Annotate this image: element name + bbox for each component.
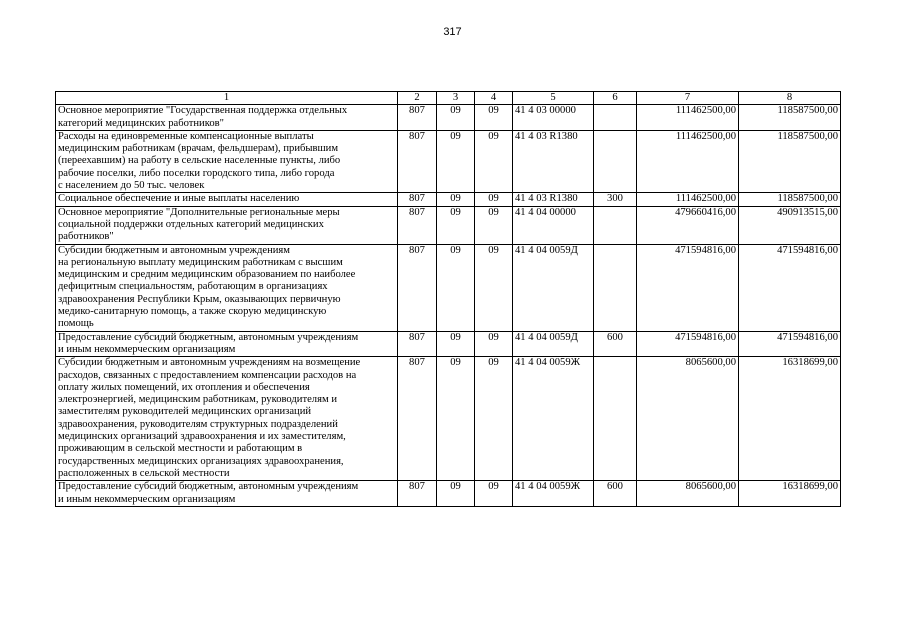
expense-type-code [594,357,637,481]
target-article-code: 41 4 04 0059Д [513,331,594,357]
column-header: 5 [513,92,594,105]
table-row [56,481,841,507]
expense-type-code [594,105,637,131]
section-code: 09 [437,331,475,357]
amount-year-1: 8065600,00 [637,357,739,481]
section-code: 09 [437,244,475,331]
table-row [56,130,841,192]
column-header: 7 [637,92,739,105]
section-code: 09 [437,130,475,192]
subsection-code: 09 [475,105,513,131]
expense-type-code: 300 [594,193,637,206]
ministry-code: 807 [398,130,437,192]
header-row [56,92,841,105]
expense-type-code: 600 [594,481,637,507]
ministry-code: 807 [398,244,437,331]
row-description: Субсидии бюджетным и автономным учреждениям на возмещение расходов, связанных с предоставлением компенсации расходов на оплату жилых помещений, их отопления и обеспечения электроэнергией, медицинским работникам, руководителям и заместителям руководителей медицинских организаций здравоохранения, руководителям структурных подразделений медицинских организаций здравоохранения и их заместителям, проживающим в сельской местности и работающим в государственных медицинских организациях здравоохранения, расположенных в сельской местности [56,357,398,481]
budget-table [55,91,841,507]
amount-year-1: 8065600,00 [637,481,739,507]
expense-type-code: 600 [594,331,637,357]
target-article-code: 41 4 04 0059Д [513,244,594,331]
subsection-code: 09 [475,193,513,206]
row-description: Предоставление субсидий бюджетным, автономным учреждениям и иным некоммерческим организациям [56,481,398,507]
subsection-code: 09 [475,244,513,331]
section-code: 09 [437,357,475,481]
amount-year-1: 111462500,00 [637,130,739,192]
column-header: 6 [594,92,637,105]
expense-type-code [594,244,637,331]
expense-type-code [594,206,637,244]
ministry-code: 807 [398,481,437,507]
table-row [56,105,841,131]
subsection-code: 09 [475,481,513,507]
amount-year-2: 16318699,00 [739,357,841,481]
section-code: 09 [437,193,475,206]
row-description: Социальное обеспечение и иные выплаты населению [56,193,398,206]
table-row [56,331,841,357]
section-code: 09 [437,481,475,507]
column-header: 2 [398,92,437,105]
target-article-code: 41 4 03 R1380 [513,130,594,192]
amount-year-1: 471594816,00 [637,244,739,331]
amount-year-1: 111462500,00 [637,105,739,131]
column-header: 4 [475,92,513,105]
ministry-code: 807 [398,331,437,357]
target-article-code: 41 4 04 0059Ж [513,357,594,481]
row-description: Основное мероприятие "Дополнительные региональные меры социальной поддержки отдельных категорий медицинских работников" [56,206,398,244]
row-description: Основное мероприятие "Государственная поддержка отдельных категорий медицинских работников" [56,105,398,131]
column-header: 1 [56,92,398,105]
section-code: 09 [437,105,475,131]
page-number: 317 [443,26,462,38]
section-code: 09 [437,206,475,244]
row-description: Расходы на единовременные компенсационные выплаты медицинским работникам (врачам, фельдшерам), прибывшим (переехавшим) на работу в сельские населенные пункты, либо рабочие поселки, либо поселки городского типа, либо города с населением до 50 тыс. человек [56,130,398,192]
subsection-code: 09 [475,357,513,481]
ministry-code: 807 [398,105,437,131]
expense-type-code [594,130,637,192]
amount-year-2: 471594816,00 [739,331,841,357]
target-article-code: 41 4 03 00000 [513,105,594,131]
table-row [56,244,841,331]
amount-year-2: 16318699,00 [739,481,841,507]
amount-year-1: 479660416,00 [637,206,739,244]
amount-year-2: 118587500,00 [739,105,841,131]
amount-year-1: 471594816,00 [637,331,739,357]
amount-year-2: 471594816,00 [739,244,841,331]
subsection-code: 09 [475,206,513,244]
ministry-code: 807 [398,206,437,244]
ministry-code: 807 [398,357,437,481]
subsection-code: 09 [475,130,513,192]
table-row [56,206,841,244]
target-article-code: 41 4 03 R1380 [513,193,594,206]
amount-year-2: 490913515,00 [739,206,841,244]
ministry-code: 807 [398,193,437,206]
column-header: 8 [739,92,841,105]
table-row [56,193,841,206]
amount-year-2: 118587500,00 [739,130,841,192]
amount-year-2: 118587500,00 [739,193,841,206]
row-description: Предоставление субсидий бюджетным, автономным учреждениям и иным некоммерческим организациям [56,331,398,357]
target-article-code: 41 4 04 00000 [513,206,594,244]
row-description: Субсидии бюджетным и автономным учреждениям на региональную выплату медицинским работникам с высшим медицинским и средним медицинским образованием по наиболее дефицитным специальностям, работающим в организациях здравоохранения Республики Крым, оказывающих первичную медико-санитарную помощь, а также скорую медицинскую помощь [56,244,398,331]
table-row [56,357,841,481]
amount-year-1: 111462500,00 [637,193,739,206]
column-header: 3 [437,92,475,105]
subsection-code: 09 [475,331,513,357]
target-article-code: 41 4 04 0059Ж [513,481,594,507]
